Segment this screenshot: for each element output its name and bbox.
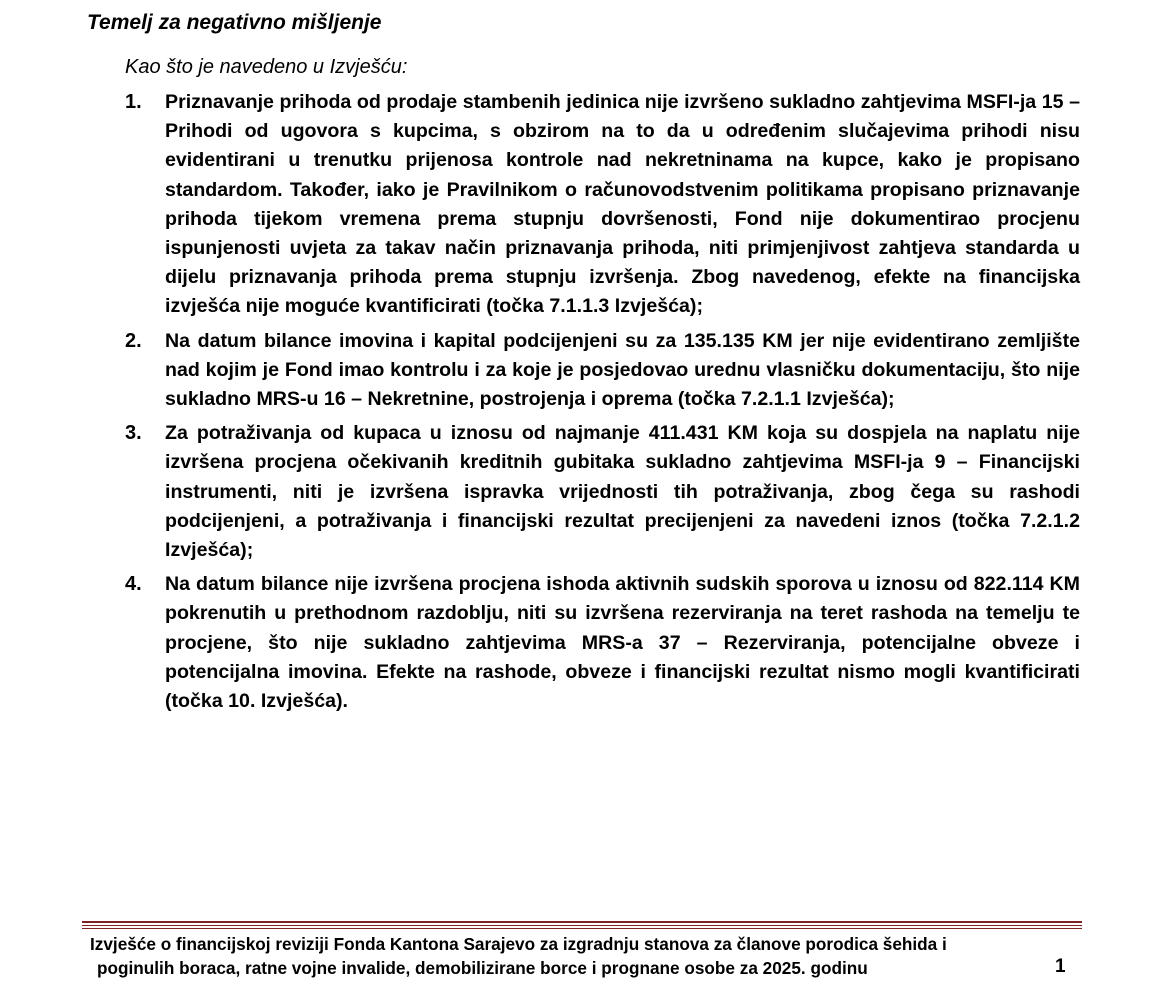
page-number: 1 — [1055, 956, 1066, 977]
finding-item — [0, 570, 1150, 716]
finding-number: 2. — [125, 329, 142, 352]
finding-number: 4. — [125, 573, 142, 596]
finding-text: Za potraživanja od kupaca u iznosu od najmanje 411.431 KM koja su dospjela na naplatu nije izvršena procjena očekivanih kreditnih gubitaka sukladno zahtjevima MSFI-ja 9 – Financijski instrumenti, niti je izvršena ispravka vrijednosti tih potraživanja, zbog čega su rashodi podcijenjeni, a potraživanja i financijski rezultat precijenjeni za navedeni iznos (točka 7.2.1.2 Izvješća); — [165, 422, 1080, 562]
footer-title-line-2: poginulih boraca, ratne vojne invalide, demobilizirane borce i prognane osobe za 2025. godinu — [97, 958, 868, 978]
finding-text: Na datum bilance imovina i kapital podcijenjeni su za 135.135 KM jer nije evidentirano zemljište nad kojim je Fond imao kontrolu i za koje je posjedovao urednu vlasničku dokumentaciju, što nije sukladno MRS-u 16 – Nekretnine, postrojenja i oprema (točka 7.2.1.1 Izvješća); — [165, 329, 1080, 411]
finding-number: 1. — [125, 91, 142, 113]
finding-item — [0, 88, 1150, 322]
footer-divider — [82, 925, 1082, 926]
section-intro: Kao što je navedeno u Izvješću: — [125, 56, 408, 78]
section-heading: Temelj za negativno mišljenje — [87, 11, 382, 34]
finding-number: 3. — [125, 422, 142, 445]
footer-divider — [82, 921, 1082, 923]
finding-item — [0, 327, 1150, 415]
footer-title-line-1: Izvješće o financijskoj reviziji Fonda Kantona Sarajevo za izgradnju stanova za članove porodica šehida i — [90, 934, 947, 954]
finding-text: Priznavanje prihoda od prodaje stambenih jedinica nije izvršeno sukladno zahtjevima MSFI-ja 15 – Prihodi od ugovora s kupcima, s obzirom na to da u određenim slučajevima prihodi nisu evidentirani u trenutku prijenosa kontrole nad nekretninama na kupce, kako je propisano standardom. Također, iako je Pravilnikom o računovodstvenim politikama propisano priznavanje prihoda tijekom vremena prema stupnju dovršenosti, Fond nije dokumentirao procjenu ispunjenosti uvjeta za takav način priznavanja prihoda, niti primjenjivost zahtjeva standarda u dijelu priznavanja prihoda prema stupnju izvršenja. Zbog navedenog, efekte na financijska izvješća nije moguće kvantificirati (točka 7.1.1.3 Izvješća); — [165, 91, 1080, 318]
findings-list — [0, 88, 1150, 721]
finding-text: Na datum bilance nije izvršena procjena ishoda aktivnih sudskih sporova u iznosu od 822.114 KM pokrenutih u prethodnom razdoblju, niti su izvršena rezerviranja na teret rashoda na temelju te procjene, što nije sukladno zahtjevima MRS-a 37 – Rezerviranja, potencijalne obveze i potencijalna imovina. Efekte na rashode, obveze i financijski rezultat nismo mogli kvantificirati (točka 10. Izvješća). — [165, 573, 1080, 713]
footer-divider — [82, 928, 1082, 929]
finding-item — [0, 419, 1150, 565]
